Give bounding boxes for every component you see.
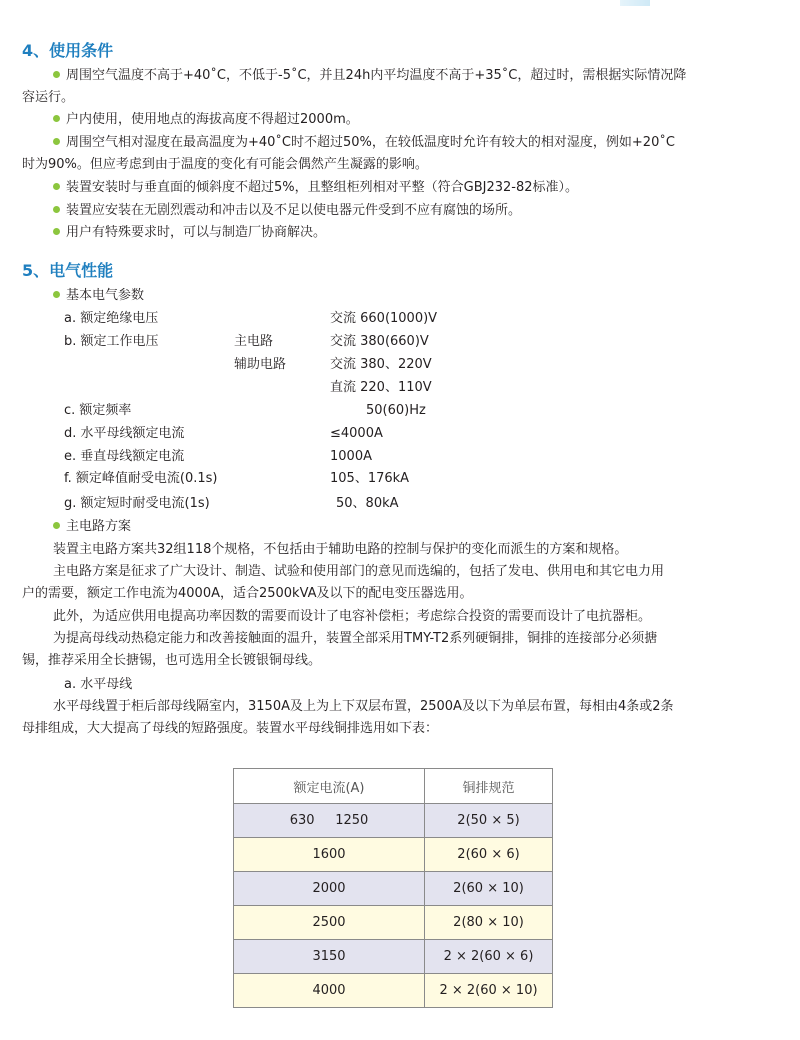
busbar-table xyxy=(233,768,553,1008)
bullet-dot-icon xyxy=(53,71,60,78)
bullet-continuation: 时为90%。但应考虑到由于温度的变化有可能会偶然产生凝露的影响。 xyxy=(22,157,428,172)
bullet-continuation: 容运行。 xyxy=(22,90,75,105)
table-row xyxy=(234,872,553,906)
bullet-item xyxy=(53,133,675,153)
param-sublabel: 辅助电路 xyxy=(234,357,287,372)
table-row xyxy=(234,940,553,974)
param-label: g. 额定短时耐受电流(1s) xyxy=(64,496,210,511)
bullet-dot-icon xyxy=(53,138,60,145)
bullet-dot-icon xyxy=(53,206,60,213)
param-value: 1000A xyxy=(330,449,372,464)
param-value: 50(60)Hz xyxy=(366,403,426,418)
bullet-text: 周围空气相对湿度在最高温度为+40˚C时不超过50%，在较低温度时允许有较大的相对湿度，例如+20˚C xyxy=(66,135,675,150)
param-sublabel: 主电路 xyxy=(234,334,274,349)
bullet-text: 户内使用，使用地点的海拔高度不得超过2000m。 xyxy=(66,112,359,127)
bullet-item xyxy=(53,66,686,86)
param-value: 交流 380(660)V xyxy=(330,334,429,349)
param-value: 直流 220、110V xyxy=(330,380,432,395)
bullet-item xyxy=(53,517,131,537)
paragraph-line: 主电路方案是征求了广大设计、制造、试验和使用部门的意见而选编的，包括了发电、供用电和其它电力用 xyxy=(53,564,665,579)
param-label: f. 额定峰值耐受电流(0.1s) xyxy=(64,471,218,486)
bullet-item xyxy=(53,223,326,243)
param-label: a. 额定绝缘电压 xyxy=(64,311,159,326)
param-value: 105、176kA xyxy=(330,471,410,486)
table-row xyxy=(234,838,553,872)
paragraph-line: 为提高母线动热稳定能力和改善接触面的温升，装置全部采用TMY-T2系列硬铜排，铜排的连接部分必须搪 xyxy=(53,631,658,646)
bullet-dot-icon xyxy=(53,291,60,298)
table-cell-spec: 2(50 × 5) xyxy=(425,804,553,838)
param-value: 50、80kA xyxy=(336,496,399,511)
paragraph-line: 户的需要，额定工作电流为4000A，适合2500kVA及以下的配电变压器选用。 xyxy=(22,586,473,601)
bullet-item xyxy=(53,178,578,198)
corner-decoration xyxy=(620,0,650,6)
paragraph-line: 锡，推荐采用全长搪锡，也可选用全长镀银铜母线。 xyxy=(22,653,322,668)
section-5-title: 5、电气性能 xyxy=(22,261,114,280)
bullet-text: 用户有特殊要求时，可以与制造厂协商解决。 xyxy=(66,225,327,240)
param-value: 交流 380、220V xyxy=(330,357,432,372)
bullet-dot-icon xyxy=(53,228,60,235)
bullet-item xyxy=(53,110,359,130)
table-cell-current: 630 1250 xyxy=(234,804,425,838)
bullet-text: 主电路方案 xyxy=(66,519,132,534)
table-cell-current: 3150 xyxy=(234,940,425,974)
table-cell-current: 1600 xyxy=(234,838,425,872)
bullet-dot-icon xyxy=(53,522,60,529)
bullet-dot-icon xyxy=(53,115,60,122)
bullet-text: 装置应安装在无剧烈震动和冲击以及不足以使电器元件受到不应有腐蚀的场所。 xyxy=(66,203,522,218)
section-4-title: 4、使用条件 xyxy=(22,41,114,60)
table-cell-spec: 2(60 × 10) xyxy=(425,872,553,906)
bullet-item xyxy=(53,201,521,221)
param-label: b. 额定工作电压 xyxy=(64,334,159,349)
paragraph-line: 装置主电路方案共32组118个规格，不包括由于辅助电路的控制与保护的变化而派生的方案和规格。 xyxy=(53,542,628,557)
table-row xyxy=(234,906,553,940)
table-cell-current: 4000 xyxy=(234,974,425,1008)
table-cell-current: 2000 xyxy=(234,872,425,906)
paragraph-line: 水平母线置于柜后部母线隔室内，3150A及上为上下双层布置，2500A及以下为单层布置，每相由4条或2条 xyxy=(53,699,674,714)
param-value: 交流 660(1000)V xyxy=(330,311,438,326)
bullet-item xyxy=(53,286,144,306)
bullet-dot-icon xyxy=(53,183,60,190)
table-cell-spec: 2 × 2(60 × 6) xyxy=(425,940,553,974)
table-header-cell: 额定电流(A) xyxy=(234,769,425,804)
subsection-title: a. 水平母线 xyxy=(64,677,133,692)
param-label: c. 额定频率 xyxy=(64,403,132,418)
table-row xyxy=(234,974,553,1008)
param-value: ≤4000A xyxy=(330,426,383,441)
paragraph-line: 母排组成，大大提高了母线的短路强度。装置水平母线铜排选用如下表： xyxy=(22,721,439,736)
table-row xyxy=(234,804,553,838)
bullet-text: 装置安装时与垂直面的倾斜度不超过5%，且整组柜列相对平整（符合GBJ232-82标准）。 xyxy=(66,180,578,195)
bullet-text: 周围空气温度不高于+40˚C，不低于-5˚C，并且24h内平均温度不高于+35˚C，超过时，需根据实际情况降 xyxy=(66,68,687,83)
bullet-text: 基本电气参数 xyxy=(66,288,145,303)
table-header-cell: 铜排规范 xyxy=(425,769,553,804)
paragraph-line: 此外，为适应供用电提高功率因数的需要而设计了电容补偿柜；考虑综合投资的需要而设计了电抗器柜。 xyxy=(53,609,652,624)
table-cell-spec: 2(60 × 6) xyxy=(425,838,553,872)
param-label: e. 垂直母线额定电流 xyxy=(64,449,185,464)
table-cell-spec: 2 × 2(60 × 10) xyxy=(425,974,553,1008)
table-cell-spec: 2(80 × 10) xyxy=(425,906,553,940)
table-header-row xyxy=(234,769,553,804)
param-label: d. 水平母线额定电流 xyxy=(64,426,185,441)
table-cell-current: 2500 xyxy=(234,906,425,940)
